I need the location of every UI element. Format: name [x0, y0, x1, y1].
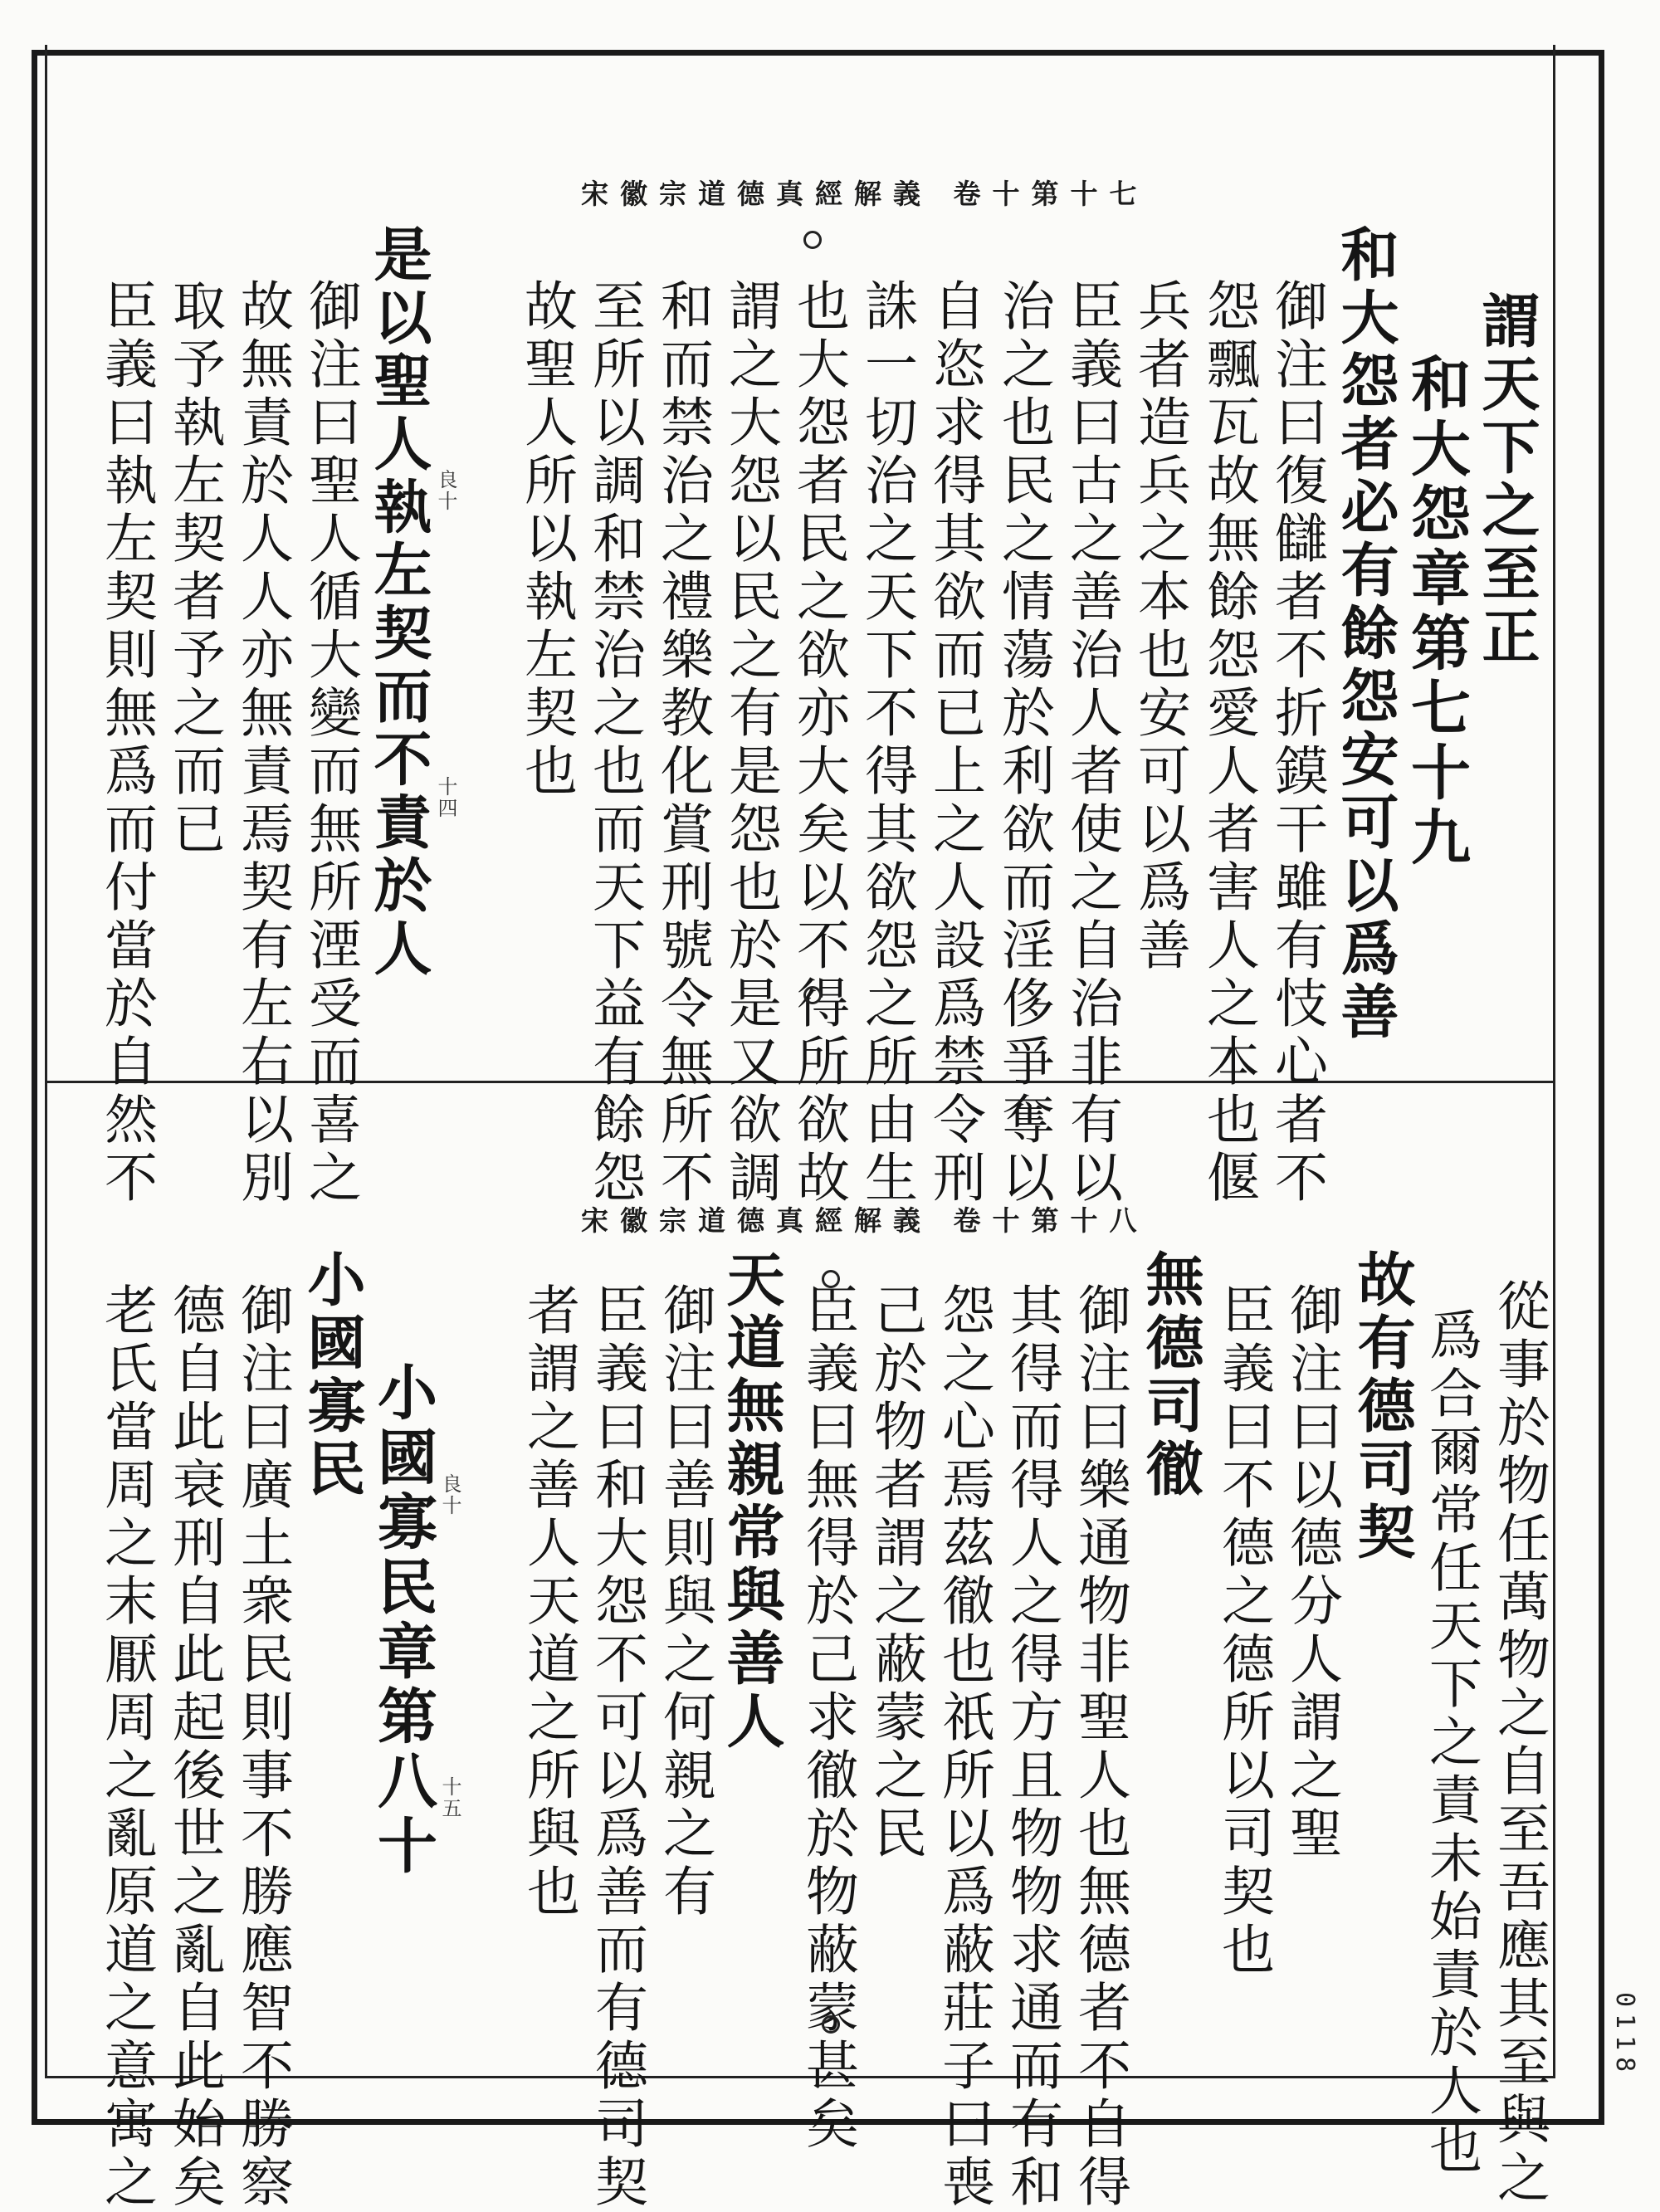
bottom-column-7: 御注曰樂通物非聖人也無德者不自得	[1069, 1282, 1130, 2212]
bottom-column-11: 臣義曰無得於己求徹於物蔽蒙甚矣	[797, 1282, 858, 2154]
bottom-column-3: 故有德司契	[1348, 1249, 1417, 1565]
top-column-4: 御注曰復讎者不折鏌干雖有忮心者不	[1266, 278, 1327, 1208]
bottom-column-2: 爲合爾常任天下之責未始責於人也	[1420, 1307, 1482, 2179]
top-circle-mark	[803, 231, 822, 249]
top-column-10: 誅一切治之天下不得其欲怨之所由生	[856, 278, 917, 1208]
bottom-column-15: 者謂之善人天道之所與也	[518, 1282, 579, 1921]
bottom-block-mark: 良十	[438, 1473, 461, 1516]
top-column-6: 兵者造兵之本也安可以爲善	[1129, 278, 1190, 975]
top-column-20: 臣義曰執左契則無爲而付當於自然不	[95, 278, 157, 1208]
bottom-column-20: 老氏當周之末厭周之亂原道之意寓之	[95, 1282, 157, 2212]
bottom-column-18: 御注曰廣土衆民則事不勝應智不勝察	[232, 1282, 293, 2212]
top-column-12: 謂之大怨以民之有是怨也於是又欲調	[720, 278, 781, 1208]
top-column-14: 至所以調和禁治之也而天下益有餘怨	[583, 278, 645, 1208]
bottom-circle-mark-lower	[822, 2015, 840, 2034]
top-running-header: 宋徽宗道德真經解義 卷十第十七	[581, 178, 1149, 210]
top-column-16: 是以聖人執左契而不責於人	[364, 224, 433, 981]
bottom-column-9: 怨之心焉茲徹也祇所以爲蔽莊子曰喪	[933, 1282, 994, 2212]
bottom-column-1: 從事於物任萬物之自至吾應其至與之	[1488, 1278, 1550, 2208]
bottom-column-6: 無德司徹	[1136, 1249, 1205, 1502]
bottom-circle-mark	[822, 1270, 840, 1288]
top-column-3: 和大怨者必有餘怨安可以爲善	[1331, 224, 1400, 1044]
top-block-mark: 良十	[434, 469, 457, 512]
bottom-column-14: 臣義曰和大怨不可以爲善而有德司契	[586, 1282, 647, 2212]
top-column-11: 也大怨者民之欲亦大矣以不得所欲故	[788, 278, 849, 1208]
bottom-column-4: 御注曰以德分人謂之聖	[1281, 1282, 1342, 1863]
top-column-8: 治之也民之情蕩於利欲而淫侈爭奪以	[993, 278, 1054, 1208]
bottom-column-17: 小國寡民	[298, 1249, 367, 1502]
bottom-column-8: 其得而得人之得方且物物求通而有和	[1001, 1282, 1062, 2212]
top-column-7: 臣義曰古之善治人者使之自治非有以	[1061, 278, 1122, 1208]
top-column-17: 御注曰聖人循大變而無所湮受而喜之	[300, 278, 361, 1208]
top-column-13: 和而禁治之禮樂教化賞刑號令無所不	[652, 278, 713, 1208]
bottom-column-5: 臣義曰不德之德所以司契也	[1213, 1282, 1274, 1980]
top-column-9: 自恣求得其欲而已上之人設爲禁令刑	[924, 278, 985, 1208]
top-circle-mark-lower	[803, 986, 822, 1004]
top-column-1: 謂天下之至正	[1472, 291, 1541, 669]
top-column-19: 取予執左契者予之而已	[164, 278, 225, 859]
bottom-chapter-number-mark: 十五	[438, 1776, 461, 1819]
bottom-column-13: 御注曰善則與之何親之有	[654, 1282, 715, 1921]
top-column-15: 故聖人所以執左契也	[515, 278, 577, 801]
top-chapter-number-mark: 十四	[434, 776, 457, 819]
bottom-column-16: 小國寡民章第八十	[368, 1361, 438, 1879]
top-column-2: 和大怨章第七十九	[1401, 353, 1472, 871]
bottom-column-10: 己於物者謂之蔽蒙之民	[865, 1282, 926, 1863]
top-column-18: 故無責於人人亦無責焉契有左右以別	[232, 278, 293, 1208]
bottom-column-19: 德自此衰刑自此起後世之亂自此始矣	[164, 1282, 225, 2212]
top-column-5: 怨飄瓦故無餘怨愛人者害人之本也偃	[1198, 278, 1259, 1208]
bottom-column-12: 天道無親常與善人	[717, 1249, 786, 1754]
page-number: 0118	[1610, 1992, 1639, 2079]
bottom-running-header: 宋徽宗道德真經解義 卷十第十八	[581, 1204, 1149, 1237]
